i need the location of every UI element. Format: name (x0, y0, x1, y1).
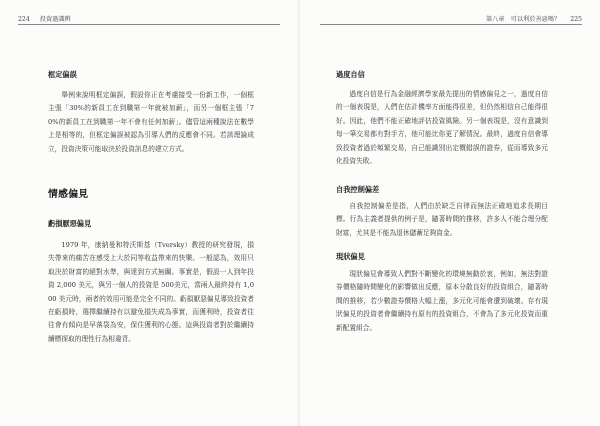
right-header-rule (320, 24, 582, 25)
right-running-header (486, 14, 582, 23)
left-running-header (18, 14, 71, 23)
section-heading-overconfidence: 過度自信 (336, 70, 365, 79)
left-header-rule (18, 24, 280, 25)
paragraph-loss-aversion: 1979 年，康納曼和特沃斯基（Tversky）教授的研究發現，損失帶來的痛苦在感受上大於同等收益帶來的快樂。一般認為，效用只取決於財富的絕對水準，與達到方式無關。事實是，假設一人到年投資 2,000 美元，與另一個人的投資是 500美元，當兩人最終持有 1,000 美元時，兩者的效用可能是完全不同的。虧損厭惡偏見導致投資者在虧損時，選擇繼續持有以避免損失成為事實，而獲利時，投資者往往會有傾向是早落袋為安，保住獲利的心態。這與投資者對於繼續持續標探取的理性行為相違背。 (48, 241, 254, 343)
left-page-number: 224 (18, 16, 30, 23)
section-heading-self-control-bias: 自我控制偏差 (336, 185, 380, 194)
paragraph-status-quo-bias: 現狀偏見會導致人們對不斷變化的環境無動於衷，例如，無法對證券價格隨時間變化的影響做出反應，原本分散良好的投資組合，隨著時間的推移，若少數證券價格大幅上漲，多元化可能會遭到破壞。存有現狀偏見的投資者會繼續持有原有的投資組合，不會為了多元化投資而重新配置組合。 (336, 270, 548, 332)
subsection-heading-loss-aversion: 虧損厭惡偏見 (48, 219, 92, 228)
right-page-number: 225 (570, 16, 582, 23)
right-page (300, 0, 600, 426)
left-running-title: 投資過識辨 (39, 16, 71, 23)
paragraph-overconfidence: 過度自信是行為金融經濟學家最先提出的情感偏見之一，過度自信的一個表現是，人們在估計機率方面能得很差，但仍然相信自己能得很好。因此，他們不能正確地評估投資風險。另一個表現是，沒有意識到每一筆交易都有對手方，他可能比你更了解情況。最終，過度自信會導致投資者過於頻繁交易，自己能識別出定價錯誤的證券，從而導致多元化投資失敗。 (336, 90, 548, 166)
chapter-heading-emotional-biases: 情感偏見 (48, 189, 89, 200)
section-heading-framing-bias: 框定偏誤 (48, 70, 77, 79)
paragraph-framing-bias: 舉例來說明框定偏誤，假設你正在考慮接受一份新工作，一個框主張「30%的新員工在到職第一年就被加薪」，而另一個框主張「70%的新員工在到職第一年不會有任何加薪」。儘管這兩種說法在數學上是相等的，但框定偏誤被認為引導人們的反應會不同。若該理論成立，投資決策可能取決於投資訊息的建立方式。 (48, 91, 254, 153)
paragraph-self-control-bias: 自我控制偏差是指，人們由於缺乏自律而無法正確地追求長期目標。行為主義者提供的例子是，隨著時間的推移，許多人不能合理分配財富，尤其是不能為退休儲蓄足夠資金。 (336, 202, 548, 237)
section-heading-status-quo-bias: 現狀偏見 (336, 252, 365, 261)
right-running-title: 第八章 可以利於善惡嗎？ (485, 16, 561, 23)
